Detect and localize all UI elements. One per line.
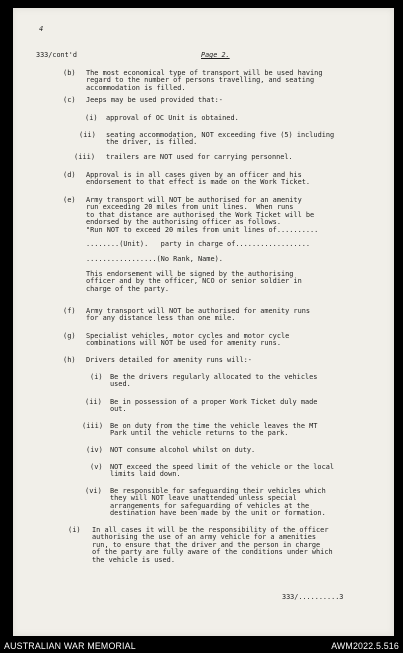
item-text: Army transport will NOT be authorised for amenity runs for any distance less than one mile. xyxy=(86,307,311,323)
subitem-text: Be the drivers regularly allocated to the vehicles used. xyxy=(110,373,318,389)
item-text: Specialist vehicles, motor cycles and motor cycle combinations will NOT be used for amenity runs. xyxy=(86,332,290,348)
subitem-label: (iii) xyxy=(74,153,96,161)
footer-bar xyxy=(0,637,403,653)
item-label: (b) xyxy=(63,69,76,77)
item-text: In all cases it will be the responsibility of the officer authorising the use of an army vehicle for a amenities run, to ensure that the driver and the person in charge of the party are fully aware of the conditions under which the vehicle is used. xyxy=(92,526,333,564)
page-label: Page 2. xyxy=(201,51,230,59)
subitem-label: (ii) xyxy=(85,398,102,406)
item-text: Jeeps may be used provided that:- xyxy=(86,96,223,104)
item-label: (i) xyxy=(68,526,81,534)
subitem-label: (iii) xyxy=(82,422,104,430)
item-label: (h) xyxy=(63,356,76,364)
subitem-text: seating accommodation, NOT exceeding five (5) including the driver, is filled. xyxy=(106,131,335,147)
subitem-text: Be in possession of a proper Work Ticket duly made out. xyxy=(110,398,318,414)
subitem-text: Be on duty from the time the vehicle leaves the MT Park until the vehicle returns to the park. xyxy=(110,422,318,438)
item-label: (g) xyxy=(63,332,76,340)
item-label: (d) xyxy=(63,171,76,179)
item-text: The most economical type of transport will be used having regard to the number of persons travelling, and seating accommodation is filled. xyxy=(86,69,323,92)
footer-left-label: AUSTRALIAN WAR MEMORIAL xyxy=(4,641,136,651)
item-text: Army transport will NOT be authorised for an amenity run exceeding 20 miles from unit lines. When runs to that distance are authorised the Work Ticket will be endorsed by the authorising officer as follows. "Run NOT to exceed 20 miles from unit lines of.......... ........(Unit). party in charge of.................. .................(No Rank, Name). This endorsement will be signed by the authorising officer and by the officer, NCO or senior soldier in charge of the party. xyxy=(86,196,319,293)
subitem-text: NOT consume alcohol whilst on duty. xyxy=(110,446,256,454)
page-mark: 4 xyxy=(39,25,44,33)
subitem-label: (vi) xyxy=(85,487,102,495)
subitem-label: (v) xyxy=(90,463,103,471)
footer-right-label: AWM2022.5.516 xyxy=(331,641,399,651)
item-text: Drivers detailed for amenity runs will:- xyxy=(86,356,252,364)
subitem-text: approval of OC Unit is obtained. xyxy=(106,114,239,122)
item-label: (e) xyxy=(63,196,76,204)
subitem-label: (ii) xyxy=(79,131,96,139)
subitem-text: trailers are NOT used for carrying personnel. xyxy=(106,153,293,161)
reference-heading: 333/cont'd xyxy=(36,51,77,59)
subitem-label: (i) xyxy=(85,114,98,122)
item-label: (c) xyxy=(63,96,76,104)
subitem-text: NOT exceed the speed limit of the vehicle or the local limits laid down. xyxy=(110,463,335,479)
subitem-label: (i) xyxy=(90,373,103,381)
subitem-label: (iv) xyxy=(86,446,103,454)
document-page xyxy=(13,8,394,636)
subitem-text: Be responsible for safeguarding their vehicles which they will NOT leave unattended unless special arrangements for safeguarding of vehicles at the destination have been made by the unit or formation. xyxy=(110,487,326,518)
item-label: (f) xyxy=(63,307,76,315)
item-text: Approval is in all cases given by an officer and his endorsement to that effect is made on the Work Ticket. xyxy=(86,171,311,187)
continuation-ref: 333/..........3 xyxy=(282,593,344,601)
